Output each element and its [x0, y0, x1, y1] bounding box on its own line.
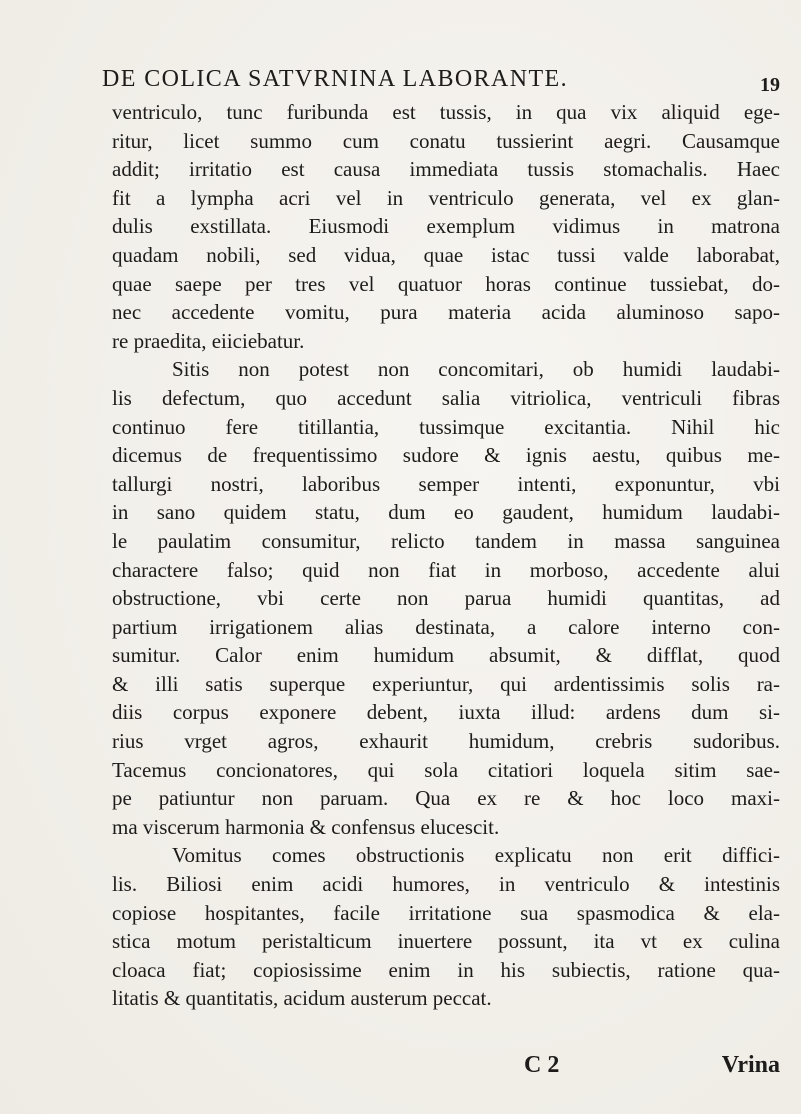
text-line: tallurgi nostri, laboribus semper intenti, exponuntur, vbi	[112, 471, 780, 496]
text-line: le paulatim consumitur, relicto tandem in massa sanguinea	[112, 528, 780, 553]
text-line: Vomitus comes obstructionis explicatu non erit diffici-	[172, 843, 780, 868]
text-line: copiose hospitantes, facile irritatione sua spasmodica & ela-	[112, 900, 780, 925]
text-line: charactere falso; quid non fiat in morboso, accedente alui	[112, 557, 780, 582]
page-footer	[112, 1052, 780, 1084]
text-line: ventriculo, tunc furibunda est tussis, in qua vix aliquid ege-	[112, 100, 780, 124]
text-line: & illi satis superque experiuntur, qui ardentissimis solis ra-	[112, 671, 780, 696]
text-line: nec accedente vomitu, pura materia acida aluminoso sapo-	[112, 300, 780, 325]
text-line: Sitis non potest non concomitari, ob humidi laudabi-	[172, 357, 780, 382]
body-text	[112, 98, 780, 1013]
text-line: sumitur. Calor enim humidum absumit, & difflat, quod	[112, 643, 780, 668]
text-line: ma viscerum harmonia & confensus elucescit.	[112, 814, 500, 839]
text-line: lis defectum, quo accedunt salia vitriolica, ventriculi fibras	[112, 385, 780, 410]
text-line: fit a lympha acri vel in ventriculo generata, vel ex glan-	[112, 185, 780, 210]
text-line: diis corpus exponere debent, iuxta illud: ardens dum si-	[112, 700, 780, 725]
text-line: continuo fere titillantia, tussimque excitantia. Nihil hic	[112, 414, 780, 439]
text-line: stica motum peristalticum inuertere possunt, ita vt ex culina	[112, 929, 780, 954]
text-line: litatis & quantitatis, acidum austerum peccat.	[112, 986, 492, 1011]
text-line: quadam nobili, sed vidua, quae istac tussi valde laborabat,	[112, 242, 780, 267]
page-header	[90, 60, 780, 100]
text-line: quae saepe per tres vel quatuor horas continue tussiebat, do-	[112, 271, 780, 296]
text-line: Tacemus concionatores, qui sola citatiori loquela sitim sae-	[112, 757, 780, 782]
text-line: pe patiuntur non paruam. Qua ex re & hoc loco maxi-	[112, 786, 780, 811]
running-head: DE COLICA SATVRNINA LABORANTE.	[102, 66, 569, 92]
text-line: dicemus de frequentissimo sudore & ignis aestu, quibus me-	[112, 443, 780, 468]
text-line: re praedita, eiiciebatur.	[112, 328, 305, 353]
text-line: dulis exstillata. Eiusmodi exemplum vidimus in matrona	[112, 214, 780, 239]
text-line: obstructione, vbi certe non parua humidi quantitas, ad	[112, 586, 780, 611]
text-line: rius vrget agros, exhaurit humidum, crebris sudoribus.	[112, 729, 780, 754]
catchword: Vrina	[721, 1052, 780, 1078]
page-number: 19	[760, 74, 780, 96]
signature-mark: C 2	[524, 1052, 560, 1078]
text-line: lis. Biliosi enim acidi humores, in ventriculo & intestinis	[112, 872, 780, 897]
text-line: addit; irritatio est causa immediata tussis stomachalis. Haec	[112, 157, 780, 182]
text-line: in sano quidem statu, dum eo gaudent, humidum laudabi-	[112, 500, 780, 525]
text-line: cloaca fiat; copiosissime enim in his subiectis, ratione qua-	[112, 957, 780, 982]
text-line: partium irrigationem alias destinata, a calore interno con-	[112, 614, 780, 639]
text-line: ritur, licet summo cum conatu tussierint aegri. Causamque	[112, 128, 780, 153]
